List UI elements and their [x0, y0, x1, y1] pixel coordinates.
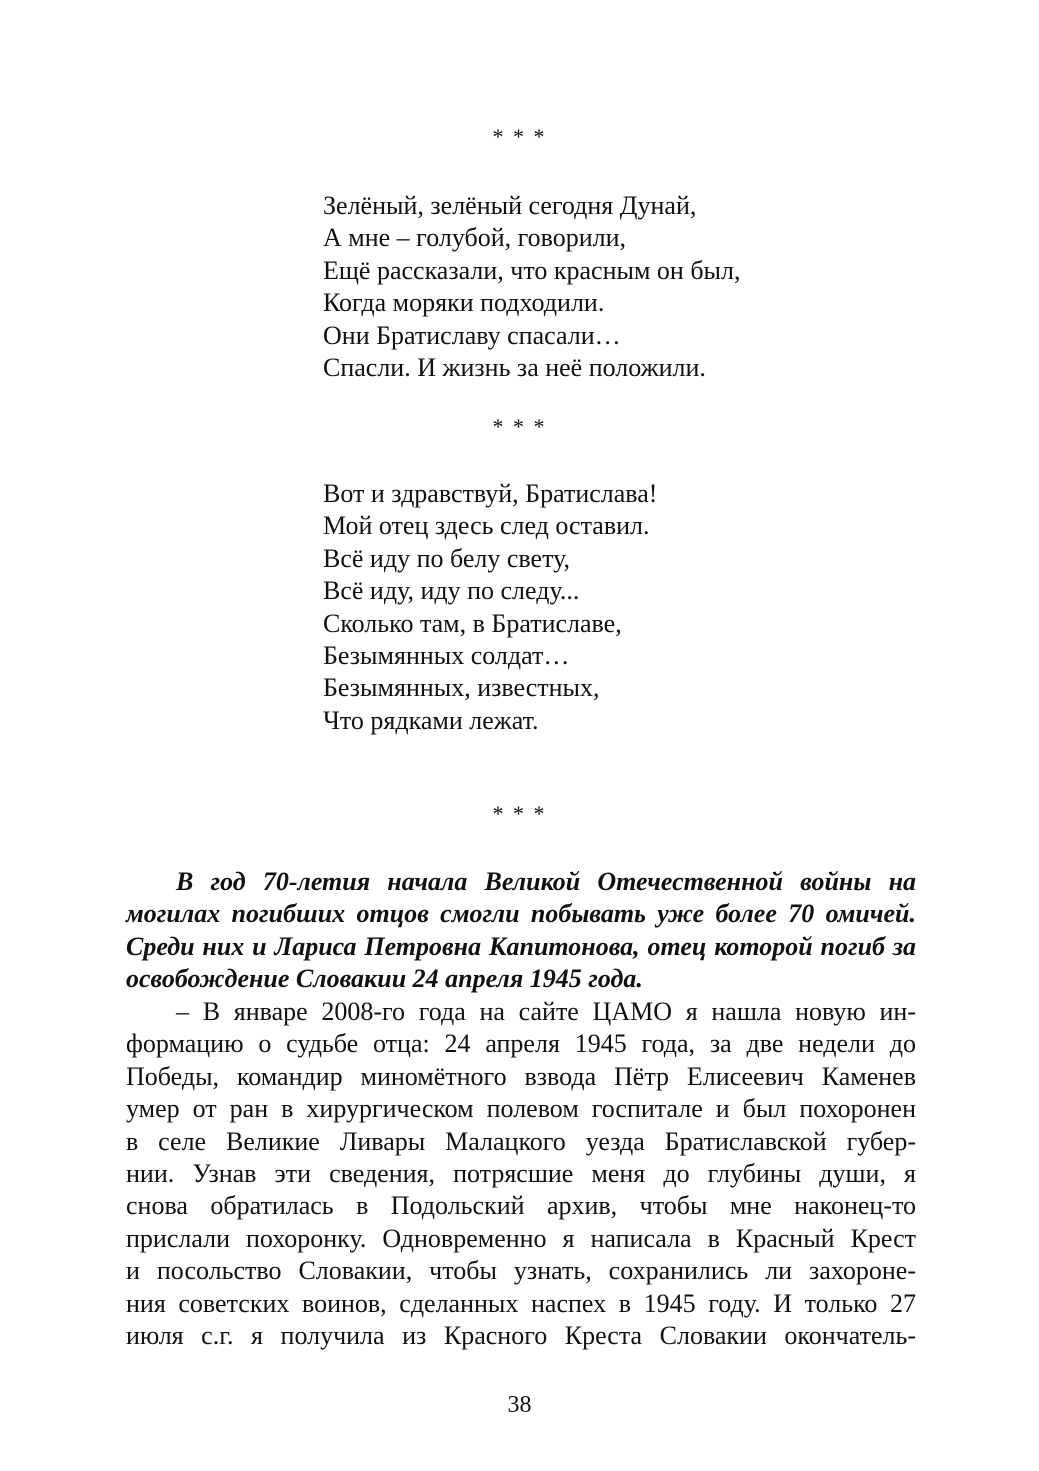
- section-separator-3: * * *: [492, 801, 547, 826]
- section-separator-2: * * *: [492, 414, 547, 439]
- poem-line: Безымянных солдат…: [323, 641, 570, 671]
- body-line: умер от ран в хирургическом полевом госпитале и был похоронен: [126, 1094, 916, 1124]
- poem-line: Безымянных, известных,: [323, 673, 600, 703]
- poem-line: Что рядками лежат.: [323, 705, 539, 735]
- body-line: прислали похоронку. Одновременно я написала в Красный Крест: [126, 1223, 916, 1253]
- poem-line: Всё иду по белу свету,: [323, 543, 570, 573]
- lead-paragraph: В год 70-летия начала Великой Отечественной войны на могилах погибших отцов смогли побывать уже более 70 омичей. Среди них и Лариса Петровна Капитонова, отец которой погиб за освобождение Словакии 24 апреля 1945 года.: [126, 867, 916, 994]
- body-line: и посольство Словакии, чтобы узнать, сохранились ли захороне-: [126, 1256, 916, 1286]
- poem-2: [323, 478, 657, 737]
- poem-1: [323, 190, 741, 384]
- poem-line: А мне – голубой, говорили,: [323, 223, 627, 253]
- body-line: нии. Узнав эти сведения, потрясшие меня до глубины души, я: [126, 1158, 916, 1188]
- body-line: формацию о судьбе отца: 24 апреля 1945 года, за две недели до: [126, 1029, 916, 1059]
- body-text: [126, 996, 916, 1352]
- body-line: Победы, командир миномётного взвода Пётр Елисеевич Каменев: [126, 1061, 916, 1091]
- poem-line: Спасли. И жизнь за неё положили.: [323, 353, 706, 383]
- poem-line: Когда моряки подходили.: [323, 288, 605, 318]
- poem-line: Ещё рассказали, что красным он был,: [323, 255, 741, 285]
- poem-line: Сколько там, в Братиславе,: [323, 608, 622, 638]
- page-number: 38: [507, 1392, 532, 1418]
- poem-line: Всё иду, иду по следу...: [323, 576, 580, 606]
- body-line: – В январе 2008-го года на сайте ЦАМО я нашла новую ин-: [176, 997, 916, 1026]
- section-separator-1: * * *: [492, 124, 547, 149]
- body-line: июля с.г. я получила из Красного Креста Словакии окончатель-: [126, 1320, 916, 1350]
- poem-line: Мой отец здесь след оставил.: [323, 511, 650, 541]
- body-line: ния советских воинов, сделанных наспех в 1945 году. И только 27: [126, 1288, 916, 1318]
- body-line: снова обратилась в Подольский архив, чтобы мне наконец-то: [126, 1191, 916, 1221]
- body-line: в селе Великие Ливары Малацкого уезда Братиславской губер-: [126, 1126, 916, 1156]
- poem-line: Зелёный, зелёный сегодня Дунай,: [323, 191, 697, 220]
- poem-line: Они Братиславу спасали…: [323, 320, 621, 350]
- poem-line: Вот и здравствуй, Братислава!: [323, 479, 658, 508]
